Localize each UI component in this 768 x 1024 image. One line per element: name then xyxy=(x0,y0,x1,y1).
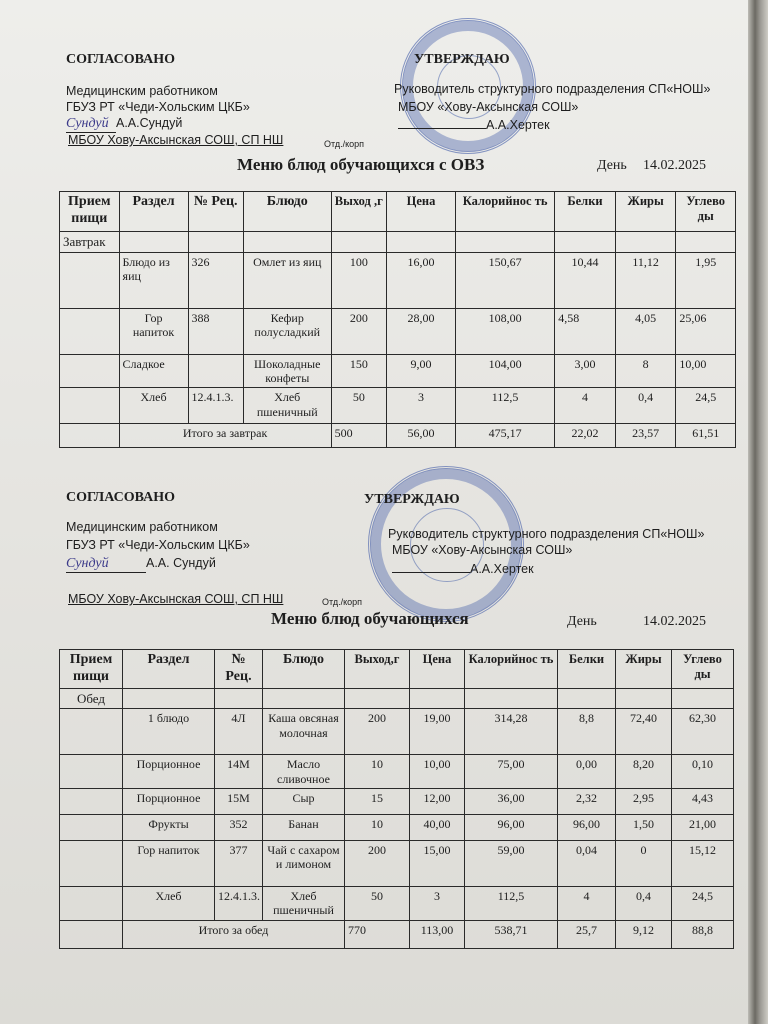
paper-edge-shadow xyxy=(748,0,768,1024)
dept-label: Отд./корп xyxy=(322,597,362,607)
col-header-yield: Выход ,г xyxy=(331,192,386,232)
cell-carbs: 4,43 xyxy=(672,788,734,814)
cell-protein: 8,8 xyxy=(558,709,616,755)
cell-recipe: 377 xyxy=(215,840,263,886)
col-header-dish: Блюдо xyxy=(263,650,345,689)
col-header-price: Цена xyxy=(387,192,456,232)
approved-name: А.А.Хертек xyxy=(470,562,534,576)
cell-price: 9,00 xyxy=(387,354,456,388)
cell-calories: 314,28 xyxy=(465,709,558,755)
day-label: День xyxy=(567,614,597,629)
table-row xyxy=(60,709,734,755)
total-carbs: 61,51 xyxy=(676,424,736,448)
col-header-fat: Жиры xyxy=(615,192,676,232)
agreed-line1: Медицинским работником xyxy=(66,84,218,98)
table-row xyxy=(60,886,734,920)
cell-dish: Омлет из яиц xyxy=(243,252,331,308)
cell-yield: 10 xyxy=(345,814,410,840)
cell-dish: Хлеб пшеничный xyxy=(263,886,345,920)
cell-recipe: 388 xyxy=(188,308,243,354)
col-header-recipe: № Рец. xyxy=(215,650,263,689)
cell-section: Хлеб xyxy=(119,388,188,424)
total-label: Итого за обед xyxy=(123,920,345,948)
table-header-row xyxy=(60,192,736,232)
cell-dish: Сыр xyxy=(263,788,345,814)
total-protein: 25,7 xyxy=(558,920,616,948)
cell-yield: 10 xyxy=(345,755,410,789)
total-yield: 500 xyxy=(331,424,386,448)
menu-table-breakfast xyxy=(59,191,736,448)
cell-recipe: 12.4.1.3. xyxy=(188,388,243,424)
col-header-carbs: Углево ды xyxy=(676,192,736,232)
cell-carbs: 15,12 xyxy=(672,840,734,886)
approved-line1: Руководитель структурного подразделения СП«НОШ» xyxy=(394,82,711,96)
cell-fat: 8,20 xyxy=(616,755,672,789)
meal-row xyxy=(60,232,736,253)
cell-dish: Хлеб пшеничный xyxy=(243,388,331,424)
cell-protein: 3,00 xyxy=(555,354,616,388)
dept-label: Отд./корп xyxy=(324,139,364,149)
total-fat: 23,57 xyxy=(615,424,676,448)
cell-calories: 112,5 xyxy=(455,388,554,424)
col-header-meal: Прием пищи xyxy=(60,192,120,232)
cell-dish: Масло сливочное xyxy=(263,755,345,789)
cell-recipe: 352 xyxy=(215,814,263,840)
cell-yield: 100 xyxy=(331,252,386,308)
table-row xyxy=(60,755,734,789)
total-price: 113,00 xyxy=(410,920,465,948)
cell-price: 10,00 xyxy=(410,755,465,789)
total-calories: 538,71 xyxy=(465,920,558,948)
agreed-name: А.А.Сундуй xyxy=(116,116,183,130)
cell-dish: Каша овсяная молочная xyxy=(263,709,345,755)
cell-recipe: 12.4.1.3. xyxy=(215,886,263,920)
cell-carbs: 10,00 xyxy=(676,354,736,388)
approved-heading: УТВЕРЖДАЮ xyxy=(364,492,460,507)
cell-calories: 108,00 xyxy=(455,308,554,354)
cell-price: 16,00 xyxy=(387,252,456,308)
cell-protein: 10,44 xyxy=(555,252,616,308)
col-header-meal: Прием пищи xyxy=(60,650,123,689)
total-row xyxy=(60,424,736,448)
cell-carbs: 24,5 xyxy=(676,388,736,424)
cell-protein: 4 xyxy=(558,886,616,920)
cell-protein: 4,58 xyxy=(555,308,616,354)
col-header-carbs: Углево ды xyxy=(672,650,734,689)
agreed-line2: ГБУЗ РТ «Чеди-Хольским ЦКБ» xyxy=(66,100,250,114)
cell-protein: 96,00 xyxy=(558,814,616,840)
cell-yield: 200 xyxy=(331,308,386,354)
cell-fat: 0,4 xyxy=(615,388,676,424)
col-header-calories: Калорийнос ть xyxy=(465,650,558,689)
total-protein: 22,02 xyxy=(555,424,616,448)
cell-calories: 96,00 xyxy=(465,814,558,840)
cell-price: 40,00 xyxy=(410,814,465,840)
menu-date: 14.02.2025 xyxy=(643,614,706,629)
agreed-org: МБОУ Хову-Аксынская СОШ, СП НШ xyxy=(68,133,284,147)
signature-sunduy: Сундуй xyxy=(66,116,116,133)
col-header-section: Раздел xyxy=(123,650,215,689)
cell-fat: 2,95 xyxy=(616,788,672,814)
cell-recipe: 15М xyxy=(215,788,263,814)
total-label: Итого за завтрак xyxy=(119,424,331,448)
approved-signature-line xyxy=(392,560,534,576)
cell-dish: Шоколадные конфеты xyxy=(243,354,331,388)
cell-calories: 112,5 xyxy=(465,886,558,920)
col-header-protein: Белки xyxy=(555,192,616,232)
agreed-signature-line xyxy=(66,556,216,573)
cell-section: Фрукты xyxy=(123,814,215,840)
table-row xyxy=(60,252,736,308)
agreed-line1: Медицинским работником xyxy=(66,520,218,534)
agreed-heading: СОГЛАСОВАНО xyxy=(66,52,175,67)
approved-heading: УТВЕРЖДАЮ xyxy=(414,52,510,67)
table-row xyxy=(60,814,734,840)
total-calories: 475,17 xyxy=(455,424,554,448)
approved-line1: Руководитель структурного подразделения СП«НОШ» xyxy=(388,527,705,541)
cell-calories: 75,00 xyxy=(465,755,558,789)
cell-calories: 104,00 xyxy=(455,354,554,388)
col-header-protein: Белки xyxy=(558,650,616,689)
cell-protein: 0,04 xyxy=(558,840,616,886)
cell-fat: 1,50 xyxy=(616,814,672,840)
cell-fat: 8 xyxy=(615,354,676,388)
cell-price: 3 xyxy=(410,886,465,920)
cell-price: 15,00 xyxy=(410,840,465,886)
approved-name: А.А.Хертек xyxy=(486,118,550,132)
approved-signature-line xyxy=(398,116,550,132)
cell-recipe xyxy=(188,354,243,388)
cell-section: Гор напиток xyxy=(119,308,188,354)
table-row xyxy=(60,840,734,886)
cell-dish: Чай с сахаром и лимоном xyxy=(263,840,345,886)
cell-fat: 72,40 xyxy=(616,709,672,755)
agreed-heading: СОГЛАСОВАНО xyxy=(66,490,175,505)
cell-section: Порционное xyxy=(123,755,215,789)
menu-table-lunch xyxy=(59,649,734,949)
cell-carbs: 24,5 xyxy=(672,886,734,920)
cell-recipe: 326 xyxy=(188,252,243,308)
cell-section: Порционное xyxy=(123,788,215,814)
total-carbs: 88,8 xyxy=(672,920,734,948)
total-yield: 770 xyxy=(345,920,410,948)
total-price: 56,00 xyxy=(387,424,456,448)
agreed-name: А.А. Сундуй xyxy=(146,556,216,570)
cell-yield: 50 xyxy=(331,388,386,424)
day-label: День xyxy=(597,158,627,173)
cell-recipe: 4Л xyxy=(215,709,263,755)
cell-section: Гор напиток xyxy=(123,840,215,886)
meal-name: Завтрак xyxy=(60,232,120,253)
cell-calories: 150,67 xyxy=(455,252,554,308)
cell-carbs: 1,95 xyxy=(676,252,736,308)
cell-section: Блюдо из яиц xyxy=(119,252,188,308)
cell-fat: 0 xyxy=(616,840,672,886)
meal-name: Обед xyxy=(60,688,123,709)
meal-row xyxy=(60,688,734,709)
cell-calories: 59,00 xyxy=(465,840,558,886)
agreed-line2: ГБУЗ РТ «Чеди-Хольским ЦКБ» xyxy=(66,538,250,552)
table-header-row xyxy=(60,650,734,689)
cell-protein: 0,00 xyxy=(558,755,616,789)
cell-yield: 150 xyxy=(331,354,386,388)
menu-title: Меню блюд обучающихся с ОВЗ xyxy=(237,155,485,174)
cell-calories: 36,00 xyxy=(465,788,558,814)
signature-sunduy: Сундуй xyxy=(66,556,146,573)
approved-line2: МБОУ «Хову-Аксынская СОШ» xyxy=(392,543,573,557)
cell-dish: Банан xyxy=(263,814,345,840)
col-header-fat: Жиры xyxy=(616,650,672,689)
table-row xyxy=(60,354,736,388)
cell-section: Сладкое xyxy=(119,354,188,388)
signature-blank xyxy=(392,560,470,573)
col-header-calories: Калорийнос ть xyxy=(455,192,554,232)
cell-section: 1 блюдо xyxy=(123,709,215,755)
approved-line2: МБОУ «Хову-Аксынская СОШ» xyxy=(398,100,579,114)
table-row xyxy=(60,308,736,354)
cell-carbs: 0,10 xyxy=(672,755,734,789)
table-row xyxy=(60,788,734,814)
cell-carbs: 21,00 xyxy=(672,814,734,840)
table-row xyxy=(60,388,736,424)
cell-yield: 15 xyxy=(345,788,410,814)
col-header-dish: Блюдо xyxy=(243,192,331,232)
agreed-org: МБОУ Хову-Аксынская СОШ, СП НШ xyxy=(68,592,284,606)
cell-fat: 11,12 xyxy=(615,252,676,308)
cell-recipe: 14М xyxy=(215,755,263,789)
col-header-section: Раздел xyxy=(119,192,188,232)
cell-protein: 2,32 xyxy=(558,788,616,814)
cell-price: 19,00 xyxy=(410,709,465,755)
cell-price: 3 xyxy=(387,388,456,424)
total-row xyxy=(60,920,734,948)
total-fat: 9,12 xyxy=(616,920,672,948)
col-header-yield: Выход,г xyxy=(345,650,410,689)
menu-date: 14.02.2025 xyxy=(643,158,706,173)
col-header-price: Цена xyxy=(410,650,465,689)
cell-yield: 50 xyxy=(345,886,410,920)
cell-yield: 200 xyxy=(345,709,410,755)
cell-dish: Кефир полусладкий xyxy=(243,308,331,354)
agreed-signature-line xyxy=(66,116,182,133)
menu-title: Меню блюд обучающихся xyxy=(271,609,469,628)
cell-yield: 200 xyxy=(345,840,410,886)
cell-carbs: 25,06 xyxy=(676,308,736,354)
signature-blank xyxy=(398,116,486,129)
cell-section: Хлеб xyxy=(123,886,215,920)
col-header-recipe: № Рец. xyxy=(188,192,243,232)
cell-protein: 4 xyxy=(555,388,616,424)
cell-price: 12,00 xyxy=(410,788,465,814)
cell-price: 28,00 xyxy=(387,308,456,354)
cell-fat: 0,4 xyxy=(616,886,672,920)
cell-fat: 4,05 xyxy=(615,308,676,354)
cell-carbs: 62,30 xyxy=(672,709,734,755)
